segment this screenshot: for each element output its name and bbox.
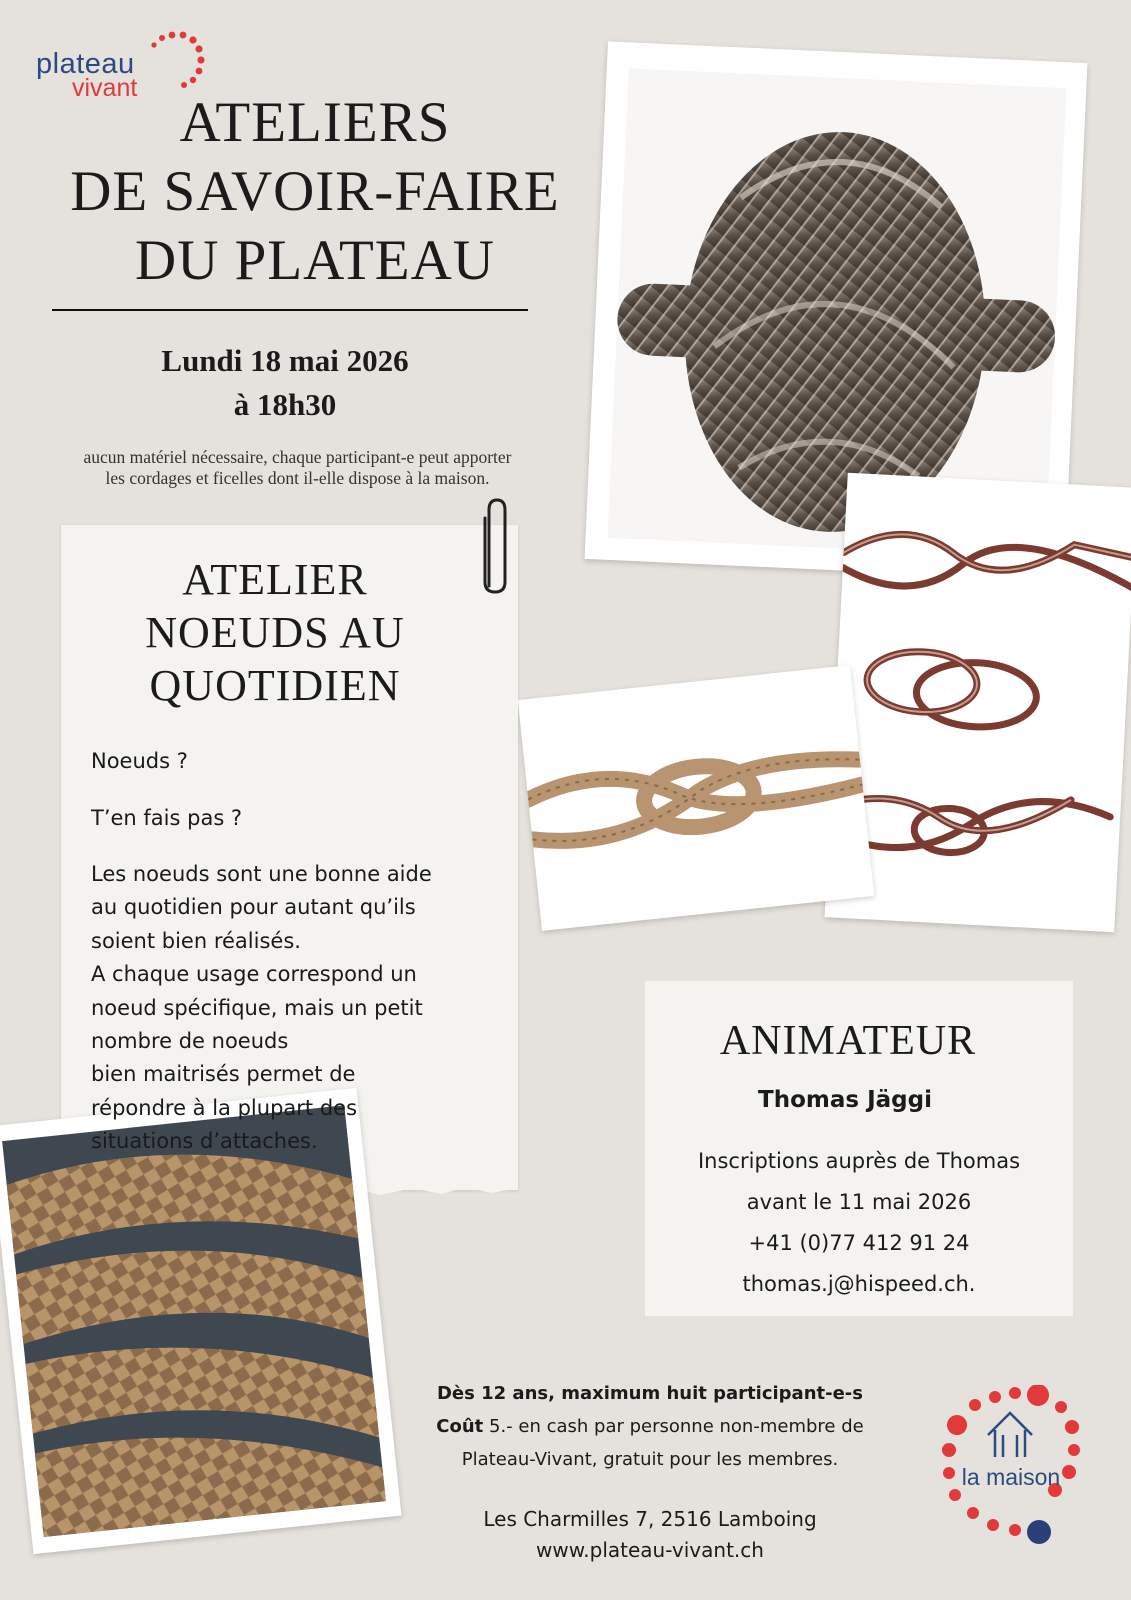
description-line: Les noeuds sont une bonne aide [91,862,432,886]
workshop-description [91,858,491,1159]
address: Les Charmilles 7, 2516 Lamboing [483,1507,817,1531]
registration-line: Inscriptions auprès de Thomas [697,1149,1021,1173]
website-link[interactable]: www.plateau-vivant.ch [536,1538,764,1562]
workshop-title-line: ATELIER [182,555,368,604]
house-icon [988,1413,1032,1457]
paperclip-icon [481,496,509,596]
cost-label: Coût [436,1416,484,1437]
reef-knot-photo [518,665,874,931]
la-maison-text: la maison [961,1464,1061,1490]
materials-note [30,447,565,489]
workshop-title-line: QUOTIDIEN [149,661,401,710]
description-line: au quotidien pour autant qu’ils [91,895,416,920]
description-line: situations d’attaches. [91,1129,318,1154]
event-date: Lundi 18 mai 2026 [161,343,409,378]
phone-number: +41 (0)77 412 91 24 [748,1231,970,1255]
animateur-name: Thomas Jäggi [758,1087,932,1113]
cost-text: 5.- en cash par personne non-membre de [483,1416,864,1437]
cost-line-2: Plateau-Vivant, gratuit pour les membres. [461,1449,839,1470]
note-line: aucun matériel nécessaire, chaque participant-e peut apporter [83,447,512,467]
age-requirement: Dès 12 ans, maximum huit participant-e-s [436,1383,863,1404]
description-line: nombre de noeuds [91,1029,289,1054]
question-2: T’en fais pas ? [91,806,243,830]
title-line: ATELIERS [179,91,451,154]
animateur-title: ANIMATEUR [719,1018,977,1064]
description-line: noeud spécifique, mais un petit [91,995,423,1020]
event-time: à 18h30 [233,387,337,422]
question-1: Noeuds ? [91,749,188,773]
title-line: DU PLATEAU [135,229,495,292]
registration-deadline: avant le 11 mai 2026 [746,1190,972,1214]
la-maison-dots-icon [935,1385,1105,1545]
description-line: soient bien réalisés. [91,928,301,953]
cost-line [400,1410,900,1443]
workshop-title [61,553,489,712]
tan-rope-knot-image [518,665,874,931]
logo-text-plateau: plateau [36,48,135,80]
logo-text-vivant: vivant [72,74,138,102]
email-address: thomas.j@hispeed.ch. [742,1272,976,1296]
description-line: répondre à la plupart des [91,1095,358,1120]
la-maison-logo [935,1385,1105,1545]
description-line: bien maitrisés permet de [91,1062,356,1087]
title-line: DE SAVOIR-FAIRE [70,160,560,223]
page-title [30,88,600,295]
description-line: A chaque usage correspond un [91,962,417,987]
title-divider [52,309,528,311]
workshop-title-line: NOEUDS AU [145,608,405,657]
note-line: les cordages et ficelles dont il-elle dispose à la maison. [105,468,490,488]
